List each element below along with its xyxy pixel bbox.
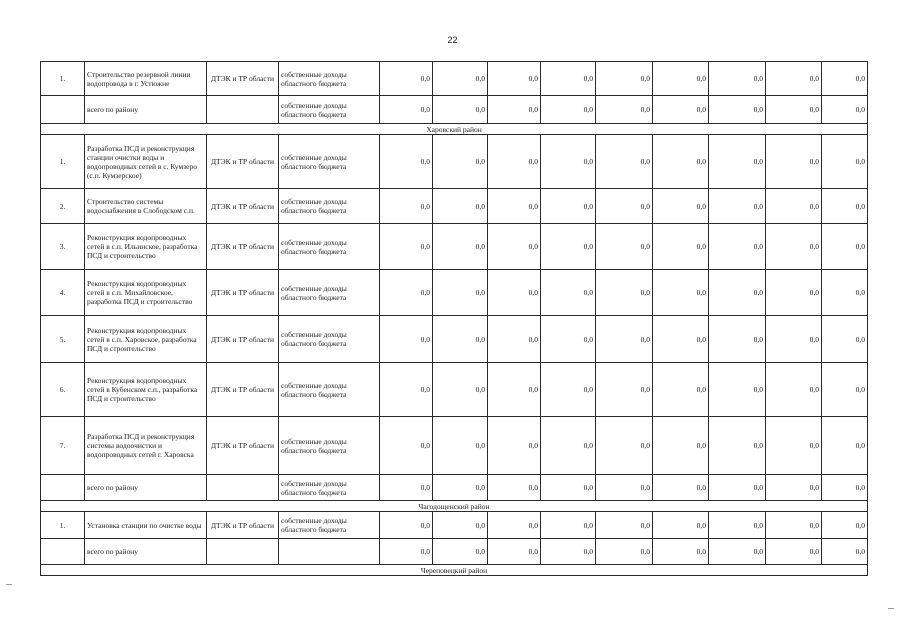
amount-cell: 0,0 [709, 62, 766, 96]
amount-cell: 0,0 [709, 417, 766, 475]
scan-mark-left [6, 584, 12, 585]
table-row [41, 224, 868, 270]
amount-cell: 0,0 [380, 96, 433, 124]
amount-cell: 0,0 [596, 512, 653, 539]
amount-cell: 0,0 [596, 135, 653, 189]
amount-cell: 0,0 [433, 316, 488, 363]
amount-cell: 0,0 [596, 417, 653, 475]
funding-source: собственные доходы областного бюджета [279, 512, 380, 539]
table-row [41, 135, 868, 189]
amount-cell: 0,0 [766, 475, 822, 501]
executor [207, 539, 279, 565]
district-title: Череповецкий район [41, 565, 868, 576]
district-header-row [41, 124, 868, 135]
amount-cell: 0,0 [822, 62, 868, 96]
executor: ДТЭК и ТР области [207, 135, 279, 189]
project-name: Установка станции по очистке воды [85, 512, 207, 539]
amount-cell: 0,0 [766, 417, 822, 475]
table-row [41, 62, 868, 96]
amount-cell: 0,0 [822, 363, 868, 417]
amount-cell: 0,0 [653, 224, 709, 270]
amount-cell: 0,0 [822, 417, 868, 475]
funding-source: собственные доходы областного бюджета [279, 475, 380, 501]
district-total-row [41, 96, 868, 124]
amount-cell: 0,0 [766, 539, 822, 565]
amount-cell: 0,0 [380, 417, 433, 475]
funding-source [279, 539, 380, 565]
amount-cell: 0,0 [822, 539, 868, 565]
amount-cell: 0,0 [380, 62, 433, 96]
project-name: Разработка ПСД и реконструкция системы водоочистки и водопроводных сетей г. Харовска [85, 417, 207, 475]
amount-cell: 0,0 [822, 512, 868, 539]
district-total-row [41, 539, 868, 565]
amount-cell: 0,0 [433, 512, 488, 539]
row-number [41, 539, 85, 565]
amount-cell: 0,0 [488, 363, 541, 417]
amount-cell: 0,0 [380, 135, 433, 189]
district-title: Харовский район [41, 124, 868, 135]
amount-cell: 0,0 [541, 189, 596, 224]
district-total-row [41, 475, 868, 501]
amount-cell: 0,0 [433, 62, 488, 96]
row-number: 1. [41, 62, 85, 96]
amount-cell: 0,0 [653, 189, 709, 224]
executor: ДТЭК и ТР области [207, 512, 279, 539]
amount-cell: 0,0 [766, 135, 822, 189]
table-row [41, 363, 868, 417]
amount-cell: 0,0 [822, 475, 868, 501]
amount-cell: 0,0 [709, 224, 766, 270]
table-body [41, 62, 868, 576]
district-header-row [41, 501, 868, 512]
executor: ДТЭК и ТР области [207, 224, 279, 270]
executor [207, 96, 279, 124]
executor: ДТЭК и ТР области [207, 270, 279, 316]
amount-cell: 0,0 [822, 135, 868, 189]
amount-cell: 0,0 [541, 62, 596, 96]
row-number: 4. [41, 270, 85, 316]
amount-cell: 0,0 [541, 512, 596, 539]
executor: ДТЭК и ТР области [207, 62, 279, 96]
table-row [41, 270, 868, 316]
project-name: Реконструкция водопроводных сетей в с.п. Ильинское, разработка ПСД и строительство [85, 224, 207, 270]
budget-table [40, 61, 868, 576]
amount-cell: 0,0 [709, 270, 766, 316]
amount-cell: 0,0 [709, 512, 766, 539]
amount-cell: 0,0 [596, 189, 653, 224]
amount-cell: 0,0 [433, 270, 488, 316]
amount-cell: 0,0 [709, 363, 766, 417]
executor: ДТЭК и ТР области [207, 189, 279, 224]
amount-cell: 0,0 [766, 189, 822, 224]
amount-cell: 0,0 [488, 96, 541, 124]
amount-cell: 0,0 [653, 417, 709, 475]
funding-source: собственные доходы областного бюджета [279, 62, 380, 96]
amount-cell: 0,0 [766, 62, 822, 96]
amount-cell: 0,0 [596, 96, 653, 124]
funding-source: собственные доходы областного бюджета [279, 224, 380, 270]
amount-cell: 0,0 [766, 316, 822, 363]
amount-cell: 0,0 [653, 316, 709, 363]
amount-cell: 0,0 [596, 316, 653, 363]
executor: ДТЭК и ТР области [207, 316, 279, 363]
amount-cell: 0,0 [822, 224, 868, 270]
amount-cell: 0,0 [541, 135, 596, 189]
amount-cell: 0,0 [380, 270, 433, 316]
amount-cell: 0,0 [433, 539, 488, 565]
amount-cell: 0,0 [709, 475, 766, 501]
project-name: всего по району [85, 96, 207, 124]
amount-cell: 0,0 [433, 363, 488, 417]
amount-cell: 0,0 [653, 363, 709, 417]
project-name: Строительство системы водоснабжения в Слободском с.п. [85, 189, 207, 224]
amount-cell: 0,0 [822, 316, 868, 363]
amount-cell: 0,0 [653, 96, 709, 124]
amount-cell: 0,0 [596, 475, 653, 501]
amount-cell: 0,0 [488, 539, 541, 565]
amount-cell: 0,0 [822, 189, 868, 224]
row-number: 5. [41, 316, 85, 363]
amount-cell: 0,0 [433, 475, 488, 501]
amount-cell: 0,0 [488, 475, 541, 501]
amount-cell: 0,0 [766, 270, 822, 316]
amount-cell: 0,0 [488, 270, 541, 316]
project-name: Строительство резервной линии водопровода в г. Устюжне [85, 62, 207, 96]
executor [207, 475, 279, 501]
row-number [41, 96, 85, 124]
amount-cell: 0,0 [653, 270, 709, 316]
row-number: 2. [41, 189, 85, 224]
scan-mark-right [888, 608, 894, 609]
amount-cell: 0,0 [709, 189, 766, 224]
amount-cell: 0,0 [488, 224, 541, 270]
project-name: всего по району [85, 475, 207, 501]
amount-cell: 0,0 [766, 512, 822, 539]
amount-cell: 0,0 [541, 270, 596, 316]
amount-cell: 0,0 [541, 475, 596, 501]
amount-cell: 0,0 [766, 96, 822, 124]
amount-cell: 0,0 [653, 135, 709, 189]
funding-source: собственные доходы областного бюджета [279, 417, 380, 475]
funding-source: собственные доходы областного бюджета [279, 96, 380, 124]
amount-cell: 0,0 [541, 224, 596, 270]
amount-cell: 0,0 [596, 539, 653, 565]
executor: ДТЭК и ТР области [207, 417, 279, 475]
amount-cell: 0,0 [653, 539, 709, 565]
funding-source: собственные доходы областного бюджета [279, 189, 380, 224]
amount-cell: 0,0 [380, 539, 433, 565]
funding-source: собственные доходы областного бюджета [279, 135, 380, 189]
amount-cell: 0,0 [653, 62, 709, 96]
executor: ДТЭК и ТР области [207, 363, 279, 417]
amount-cell: 0,0 [488, 417, 541, 475]
row-number: 1. [41, 512, 85, 539]
project-name: всего по району [85, 539, 207, 565]
amount-cell: 0,0 [488, 512, 541, 539]
amount-cell: 0,0 [433, 224, 488, 270]
amount-cell: 0,0 [433, 417, 488, 475]
project-name: Реконструкция водопроводных сетей в Кубенском с.п., разработка ПСД и строительство [85, 363, 207, 417]
amount-cell: 0,0 [653, 475, 709, 501]
amount-cell: 0,0 [541, 316, 596, 363]
amount-cell: 0,0 [822, 270, 868, 316]
amount-cell: 0,0 [596, 363, 653, 417]
amount-cell: 0,0 [488, 135, 541, 189]
row-number [41, 475, 85, 501]
amount-cell: 0,0 [709, 539, 766, 565]
amount-cell: 0,0 [488, 189, 541, 224]
funding-source: собственные доходы областного бюджета [279, 363, 380, 417]
amount-cell: 0,0 [822, 96, 868, 124]
project-name: Реконструкция водопроводных сетей в с.п. Михайловское, разработка ПСД и строительство [85, 270, 207, 316]
row-number: 1. [41, 135, 85, 189]
amount-cell: 0,0 [766, 363, 822, 417]
project-name: Реконструкция водопроводных сетей в с.п. Харовское, разработка ПСД и строительство [85, 316, 207, 363]
amount-cell: 0,0 [380, 512, 433, 539]
amount-cell: 0,0 [488, 62, 541, 96]
amount-cell: 0,0 [380, 224, 433, 270]
amount-cell: 0,0 [596, 224, 653, 270]
amount-cell: 0,0 [653, 512, 709, 539]
funding-source: собственные доходы областного бюджета [279, 316, 380, 363]
funding-source: собственные доходы областного бюджета [279, 270, 380, 316]
amount-cell: 0,0 [709, 135, 766, 189]
amount-cell: 0,0 [433, 189, 488, 224]
amount-cell: 0,0 [541, 539, 596, 565]
amount-cell: 0,0 [433, 96, 488, 124]
amount-cell: 0,0 [380, 316, 433, 363]
amount-cell: 0,0 [433, 135, 488, 189]
amount-cell: 0,0 [709, 96, 766, 124]
page-number: 22 [447, 35, 458, 45]
amount-cell: 0,0 [488, 316, 541, 363]
project-name: Разработка ПСД и реконструкция станции очистки воды и водопроводных сетей в с. Кумзеро (с.п. Кумзерское) [85, 135, 207, 189]
amount-cell: 0,0 [596, 62, 653, 96]
row-number: 7. [41, 417, 85, 475]
district-header-row [41, 565, 868, 576]
district-title: Чагодощенский район [41, 501, 868, 512]
amount-cell: 0,0 [709, 316, 766, 363]
table-row [41, 189, 868, 224]
table-row [41, 417, 868, 475]
amount-cell: 0,0 [380, 475, 433, 501]
amount-cell: 0,0 [541, 96, 596, 124]
amount-cell: 0,0 [541, 363, 596, 417]
amount-cell: 0,0 [766, 224, 822, 270]
amount-cell: 0,0 [541, 417, 596, 475]
amount-cell: 0,0 [380, 363, 433, 417]
row-number: 3. [41, 224, 85, 270]
amount-cell: 0,0 [596, 270, 653, 316]
table-row [41, 512, 868, 539]
amount-cell: 0,0 [380, 189, 433, 224]
row-number: 6. [41, 363, 85, 417]
table-row [41, 316, 868, 363]
